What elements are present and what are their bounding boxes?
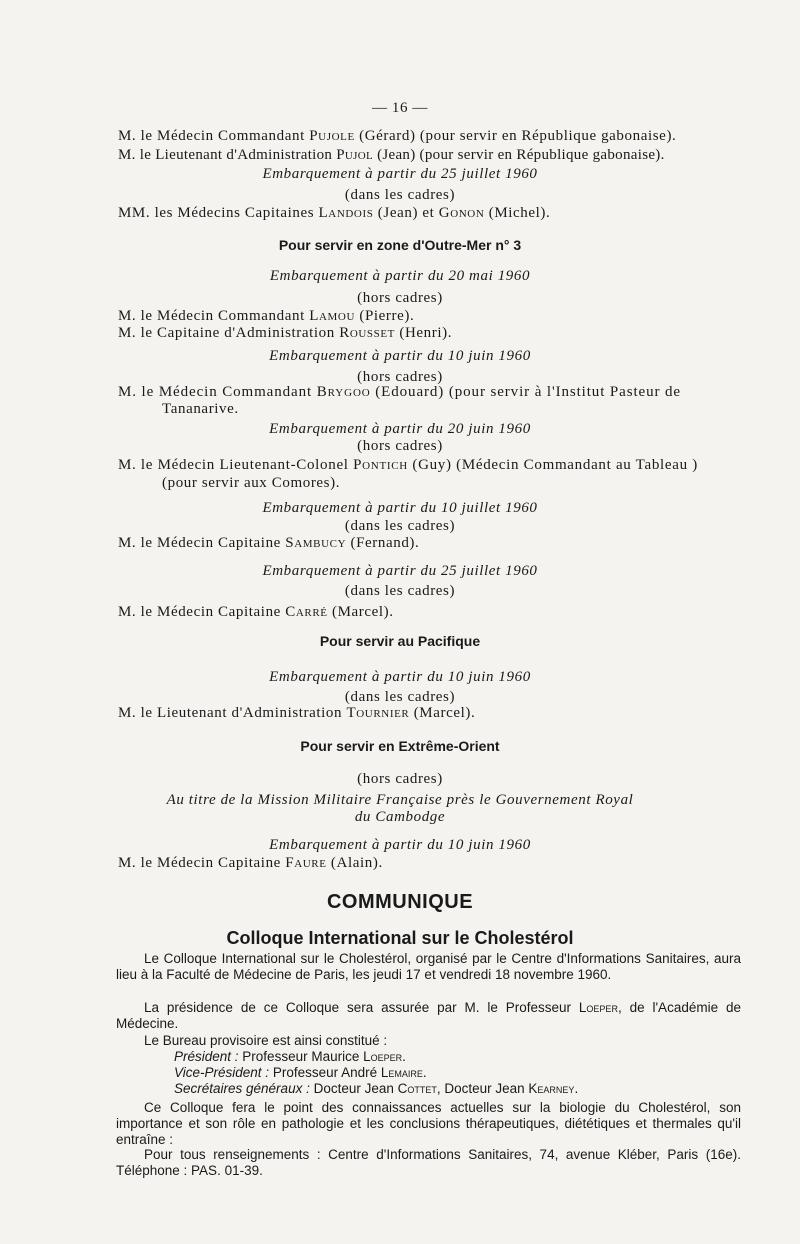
cadre-status: (hors cadres) — [357, 438, 443, 454]
appointment-line-continued: (pour servir aux Comores). — [162, 475, 341, 491]
paragraph: La présidence de ce Colloque sera assurée par M. le Professeur Loeper, de l'Académie de Médecine. — [116, 1000, 741, 1031]
colloque-title: Colloque International sur le Cholestérol — [226, 928, 574, 948]
mission-title-continued: du Cambodge — [354, 809, 446, 825]
embarkation-date: Embarquement à partir du 25 juillet 1960 — [262, 166, 538, 182]
appointment-line: M. le Médecin Capitaine Faure (Alain). — [118, 855, 383, 871]
appointment-line: M. le Médecin Capitaine Sambucy (Fernand). — [118, 535, 420, 551]
cadre-status: (dans les cadres) — [344, 583, 456, 599]
appointment-line: M. le Lieutenant d'Administration Tournier (Marcel). — [118, 705, 476, 721]
appointment-line: MM. les Médecins Capitaines Landois (Jean) et Gonon (Michel). — [118, 205, 551, 221]
embarkation-date: Embarquement à partir du 20 mai 1960 — [269, 268, 531, 284]
paragraph: Le Bureau provisoire est ainsi constitué : — [144, 1033, 388, 1048]
embarkation-date: Embarquement à partir du 10 juin 1960 — [269, 837, 531, 853]
communique-title: COMMUNIQUE — [326, 891, 474, 913]
cadre-status: (hors cadres) — [357, 771, 443, 787]
mission-title: Au titre de la Mission Militaire Française près le Gouvernement Royal — [166, 792, 634, 808]
paragraph: Pour tous renseignements : Centre d'Informations Sanitaires, 74, avenue Kléber, Paris (16e). Téléphone : PAS. 01-39. — [116, 1147, 741, 1178]
paragraph: Ce Colloque fera le point des connaissances actuelles sur la biologie du Cholestérol, son importance et son rôle en pathologie et les conclusions thérapeutiques, diététiques et thermales qu'il entraîne : — [116, 1100, 741, 1147]
section-heading: Pour servir en Extrême-Orient — [300, 738, 500, 754]
cadre-status: (dans les cadres) — [344, 518, 456, 534]
bureau-member: Vice-Président : Professeur André Lemaire. — [174, 1065, 427, 1080]
bureau-member: Président : Professeur Maurice Loeper. — [174, 1049, 406, 1064]
embarkation-date: Embarquement à partir du 10 juin 1960 — [269, 348, 531, 364]
bureau-member: Secrétaires généraux : Docteur Jean Cottet, Docteur Jean Kearney. — [174, 1081, 579, 1096]
appointment-line: M. le Médecin Lieutenant-Colonel Pontich (Guy) (Médecin Commandant au Tableau ) — [118, 457, 698, 473]
appointment-line: M. le Médecin Commandant Pujole (Gérard) (pour servir en République gabonaise). — [118, 128, 677, 144]
embarkation-date: Embarquement à partir du 20 juin 1960 — [269, 421, 531, 437]
embarkation-date: Embarquement à partir du 25 juillet 1960 — [262, 563, 538, 579]
section-heading: Pour servir en zone d'Outre-Mer n° 3 — [278, 237, 522, 253]
appointment-line: M. le Médecin Commandant Brygoo (Edouard) (pour servir à l'Institut Pasteur de — [118, 384, 681, 400]
appointment-line-continued: Tananarive. — [162, 401, 239, 417]
section-heading: Pour servir au Pacifique — [319, 633, 481, 649]
appointment-line: M. le Capitaine d'Administration Rousset (Henri). — [118, 325, 453, 341]
cadre-status: (hors cadres) — [357, 290, 443, 306]
appointment-line: M. le Médecin Commandant Lamou (Pierre). — [118, 308, 415, 324]
paragraph: Le Colloque International sur le Cholestérol, organisé par le Centre d'Informations Sanitaires, aura lieu à la Faculté de Médecine de Paris, les jeudi 17 et vendredi 18 novembre 1960. — [116, 951, 741, 982]
appointment-line: M. le Lieutenant d'Administration Pujol (Jean) (pour servir en République gabonaise). — [118, 147, 665, 163]
embarkation-date: Embarquement à partir du 10 juin 1960 — [269, 669, 531, 685]
cadre-status: (dans les cadres) — [344, 187, 456, 203]
page-number: — 16 — — [371, 100, 429, 116]
embarkation-date: Embarquement à partir du 10 juillet 1960 — [262, 500, 538, 516]
cadre-status: (dans les cadres) — [344, 689, 456, 705]
appointment-line: M. le Médecin Capitaine Carré (Marcel). — [118, 604, 394, 620]
cadre-status: (hors cadres) — [357, 369, 443, 385]
